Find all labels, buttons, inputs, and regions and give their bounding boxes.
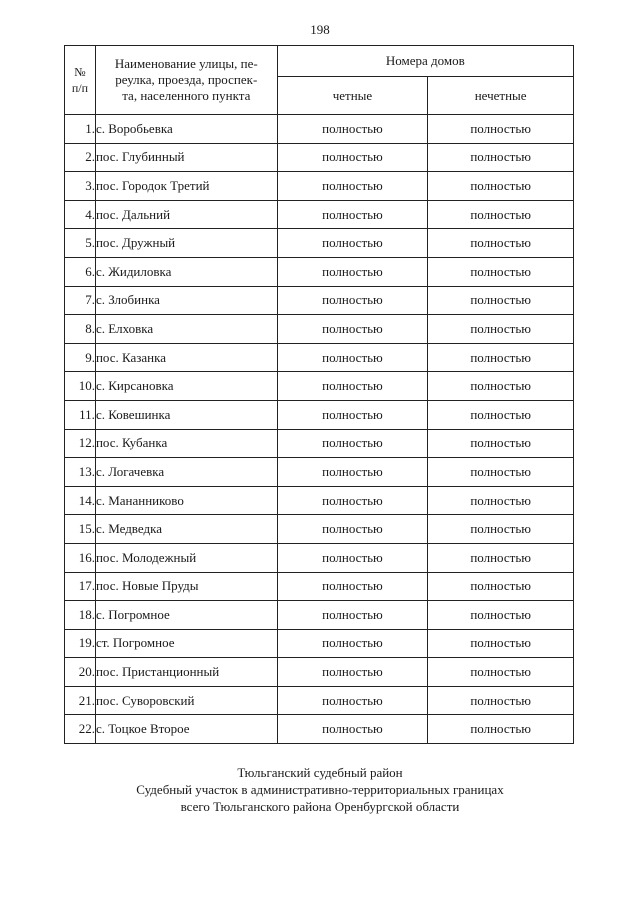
table-row	[65, 400, 574, 429]
row-name: пос. Глубинный	[95, 143, 277, 172]
table-row	[65, 686, 574, 715]
table-row	[65, 172, 574, 201]
row-name: пос. Пристанционный	[95, 658, 277, 687]
row-even: полностью	[277, 458, 428, 487]
table-body	[65, 115, 574, 744]
header-even: четные	[277, 77, 428, 115]
page-number: 198	[310, 22, 330, 37]
row-number: 15.	[65, 515, 96, 544]
row-number: 3.	[65, 172, 96, 201]
row-number: 21.	[65, 686, 96, 715]
table-row	[65, 429, 574, 458]
row-even: полностью	[277, 343, 428, 372]
table-row	[65, 458, 574, 487]
header-name-line: реулка, проезда, проспек-	[115, 72, 258, 87]
row-number: 7.	[65, 286, 96, 315]
row-name: с. Елховка	[95, 315, 277, 344]
row-even: полностью	[277, 515, 428, 544]
streets-table	[64, 45, 574, 744]
header-houses: Номера домов	[277, 46, 573, 77]
table-row	[65, 286, 574, 315]
row-number: 10.	[65, 372, 96, 401]
row-name: с. Ковешинка	[95, 400, 277, 429]
row-even: полностью	[277, 543, 428, 572]
row-odd: полностью	[428, 229, 574, 258]
row-odd: полностью	[428, 629, 574, 658]
row-number: 6.	[65, 257, 96, 286]
row-name: пос. Кубанка	[95, 429, 277, 458]
table-row	[65, 200, 574, 229]
table-row	[65, 115, 574, 144]
table-row	[65, 572, 574, 601]
row-even: полностью	[277, 200, 428, 229]
header-name-cell	[95, 46, 277, 115]
row-odd: полностью	[428, 429, 574, 458]
row-number: 11.	[65, 400, 96, 429]
row-odd: полностью	[428, 200, 574, 229]
row-name: с. Мананниково	[95, 486, 277, 515]
row-number: 9.	[65, 343, 96, 372]
row-name: с. Жидиловка	[95, 257, 277, 286]
row-number: 12.	[65, 429, 96, 458]
table-row	[65, 543, 574, 572]
footer-caption	[0, 764, 640, 815]
row-odd: полностью	[428, 458, 574, 487]
row-even: полностью	[277, 572, 428, 601]
row-name: пос. Дальний	[95, 200, 277, 229]
row-even: полностью	[277, 686, 428, 715]
row-name: пос. Дружный	[95, 229, 277, 258]
row-even: полностью	[277, 486, 428, 515]
row-odd: полностью	[428, 486, 574, 515]
row-number: 19.	[65, 629, 96, 658]
table-row	[65, 629, 574, 658]
footer-line: Судебный участок в административно-территориальных границах	[136, 782, 504, 797]
row-even: полностью	[277, 229, 428, 258]
row-odd: полностью	[428, 286, 574, 315]
row-odd: полностью	[428, 400, 574, 429]
row-name: пос. Молодежный	[95, 543, 277, 572]
row-odd: полностью	[428, 372, 574, 401]
row-odd: полностью	[428, 115, 574, 144]
row-name: пос. Суворовский	[95, 686, 277, 715]
row-odd: полностью	[428, 343, 574, 372]
row-name: пос. Новые Пруды	[95, 572, 277, 601]
row-even: полностью	[277, 429, 428, 458]
row-odd: полностью	[428, 658, 574, 687]
row-odd: полностью	[428, 257, 574, 286]
row-even: полностью	[277, 172, 428, 201]
row-number: 16.	[65, 543, 96, 572]
header-odd: нечетные	[428, 77, 574, 115]
row-name: с. Тоцкое Второе	[95, 715, 277, 744]
header-name-line: Наименование улицы, пе-	[114, 56, 258, 71]
footer-line: всего Тюльганского района Оренбургской области	[180, 799, 460, 814]
row-name: с. Злобинка	[95, 286, 277, 315]
row-odd: полностью	[428, 543, 574, 572]
table-row	[65, 515, 574, 544]
row-even: полностью	[277, 658, 428, 687]
row-even: полностью	[277, 629, 428, 658]
row-odd: полностью	[428, 515, 574, 544]
row-even: полностью	[277, 143, 428, 172]
row-name: с. Воробьевка	[95, 115, 277, 144]
table-row	[65, 601, 574, 630]
row-number: 17.	[65, 572, 96, 601]
row-even: полностью	[277, 372, 428, 401]
row-name: с. Медведка	[95, 515, 277, 544]
header-name-line: та, населенного пункта	[122, 88, 251, 103]
row-even: полностью	[277, 601, 428, 630]
header-number-cell	[65, 46, 96, 115]
table-row	[65, 372, 574, 401]
row-even: полностью	[277, 315, 428, 344]
row-odd: полностью	[428, 143, 574, 172]
row-name: пос. Городок Третий	[95, 172, 277, 201]
row-odd: полностью	[428, 572, 574, 601]
row-name: с. Кирсановка	[95, 372, 277, 401]
row-odd: полностью	[428, 686, 574, 715]
table-row	[65, 658, 574, 687]
row-name: с. Логачевка	[95, 458, 277, 487]
table-row	[65, 343, 574, 372]
row-number: 13.	[65, 458, 96, 487]
row-even: полностью	[277, 715, 428, 744]
table-header	[65, 46, 574, 115]
row-odd: полностью	[428, 715, 574, 744]
row-even: полностью	[277, 400, 428, 429]
table-row	[65, 257, 574, 286]
footer-line: Тюльганский судебный район	[237, 765, 403, 780]
row-name: пос. Казанка	[95, 343, 277, 372]
row-number: 1.	[65, 115, 96, 144]
header-number-line: №	[74, 65, 86, 79]
row-number: 18.	[65, 601, 96, 630]
row-odd: полностью	[428, 172, 574, 201]
row-number: 2.	[65, 143, 96, 172]
table-row	[65, 315, 574, 344]
row-number: 20.	[65, 658, 96, 687]
table-row	[65, 143, 574, 172]
row-name: ст. Погромное	[95, 629, 277, 658]
row-number: 5.	[65, 229, 96, 258]
row-number: 22.	[65, 715, 96, 744]
table-row	[65, 715, 574, 744]
row-even: полностью	[277, 115, 428, 144]
row-odd: полностью	[428, 601, 574, 630]
row-odd: полностью	[428, 315, 574, 344]
table-row	[65, 486, 574, 515]
row-even: полностью	[277, 257, 428, 286]
row-number: 8.	[65, 315, 96, 344]
row-even: полностью	[277, 286, 428, 315]
header-number-line: п/п	[71, 81, 89, 95]
row-number: 4.	[65, 200, 96, 229]
row-name: с. Погромное	[95, 601, 277, 630]
row-number: 14.	[65, 486, 96, 515]
table-row	[65, 229, 574, 258]
